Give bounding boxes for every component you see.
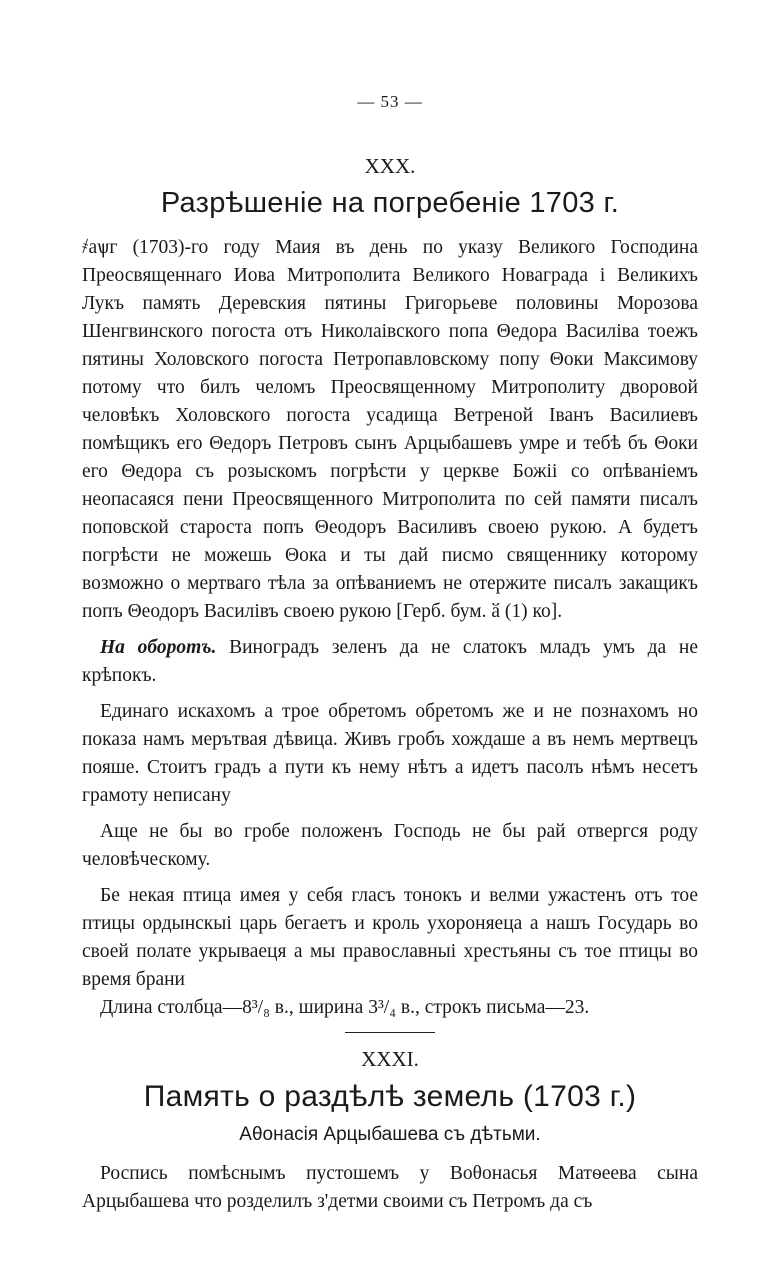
page-number: — 53 — [357,92,423,111]
section-numeral: XXXI. [361,1047,419,1071]
body-paragraph: Роспись помѣснымъ пустошемъ у Воθонасья Матѳеева сына Арцыбашева что розделилъ з'детми своими съ Петромъ да съ [82,1163,698,1212]
section-divider [345,1032,435,1033]
section-xxxi [82,1047,698,1216]
section-xxx [82,154,698,1022]
reverse-text: Виноградъ зеленъ да не слатокъ младъ умъ да не крѣпокъ. [82,637,698,686]
riddle-paragraph: Аще не бы во гробе положенъ Господь не бы рай отвергся роду человѣческому. [82,821,698,870]
reverse-note [82,634,698,690]
measurements-line: Длина столбца—8³/₈ в., ширина 3³/₄ в., строкъ письма—23. [100,997,590,1018]
section-subtitle: Аθонасія Арцыбашева съ дѣтьми. [239,1124,541,1145]
riddle-paragraph: Бе некая птица имея у себя гласъ тонокъ и велми ужастенъ отъ тое птицы ордынскыі царь бегаетъ и кроль ухороняеца а нашъ Государь во своей полате укрываеця а мы православныі хрестьяны съ тое птицы во время брани [82,885,698,990]
document-page [82,92,698,1216]
section-title: Разрѣшеніе на погребеніе 1703 г. [160,187,620,219]
reverse-label: На оборотъ. [100,637,217,658]
section-numeral: XXX. [364,154,416,178]
riddle-paragraph: Единаго искахомъ а трое обретомъ обретомъ же и не познахомъ но показа намъ мерътвая дѣвица. Живъ гробъ хождаше а въ немъ мертвецъ пояше. Стоитъ градъ а пути къ нему нѣтъ а идетъ пасолъ нѣмъ несетъ грамоту неписану [82,701,698,806]
body-paragraph: ҂аѱг (1703)-го году Маия въ день по указу Великого Господина Преосвященнаго Иова Митрополита Великого Новаграда і Великихъ Лукъ память Деревския пятины Григорьеве половины Морозова Шенгвинского погоста отъ Николаівского попа Θедора Василіва тоежъ пятины Холовского погоста Петропавловскому попу Θоки Максимову потому что билъ челомъ Преосвященному Митрополиту дворовой человѣкъ Холовского погоста усадища Ветреной Іванъ Василиевъ помѣщикъ его Θедоръ Петровъ сынъ Арцыбашевъ умре и тебѣ бъ Θоки его Θедора съ розыскомъ погрѣсти у церкве Божіі со опѣваніемъ неопасаяся пени Преосвященного Митрополита по сей памяти писалъ поповской староста попъ Θеодоръ Василивъ своею рукою. А будетъ погрѣсти не можешь Θока и ты дай писмо священнику которому возможно о мертваго тѣла за опѣваниемъ не отержите писалъ закащикъ попъ Θеодоръ Василівъ своею рукою [Герб. бум. ӑ (1) ко]. [82,237,698,622]
section-title: Память о раздѣлѣ земель (1703 г.) [143,1080,637,1113]
